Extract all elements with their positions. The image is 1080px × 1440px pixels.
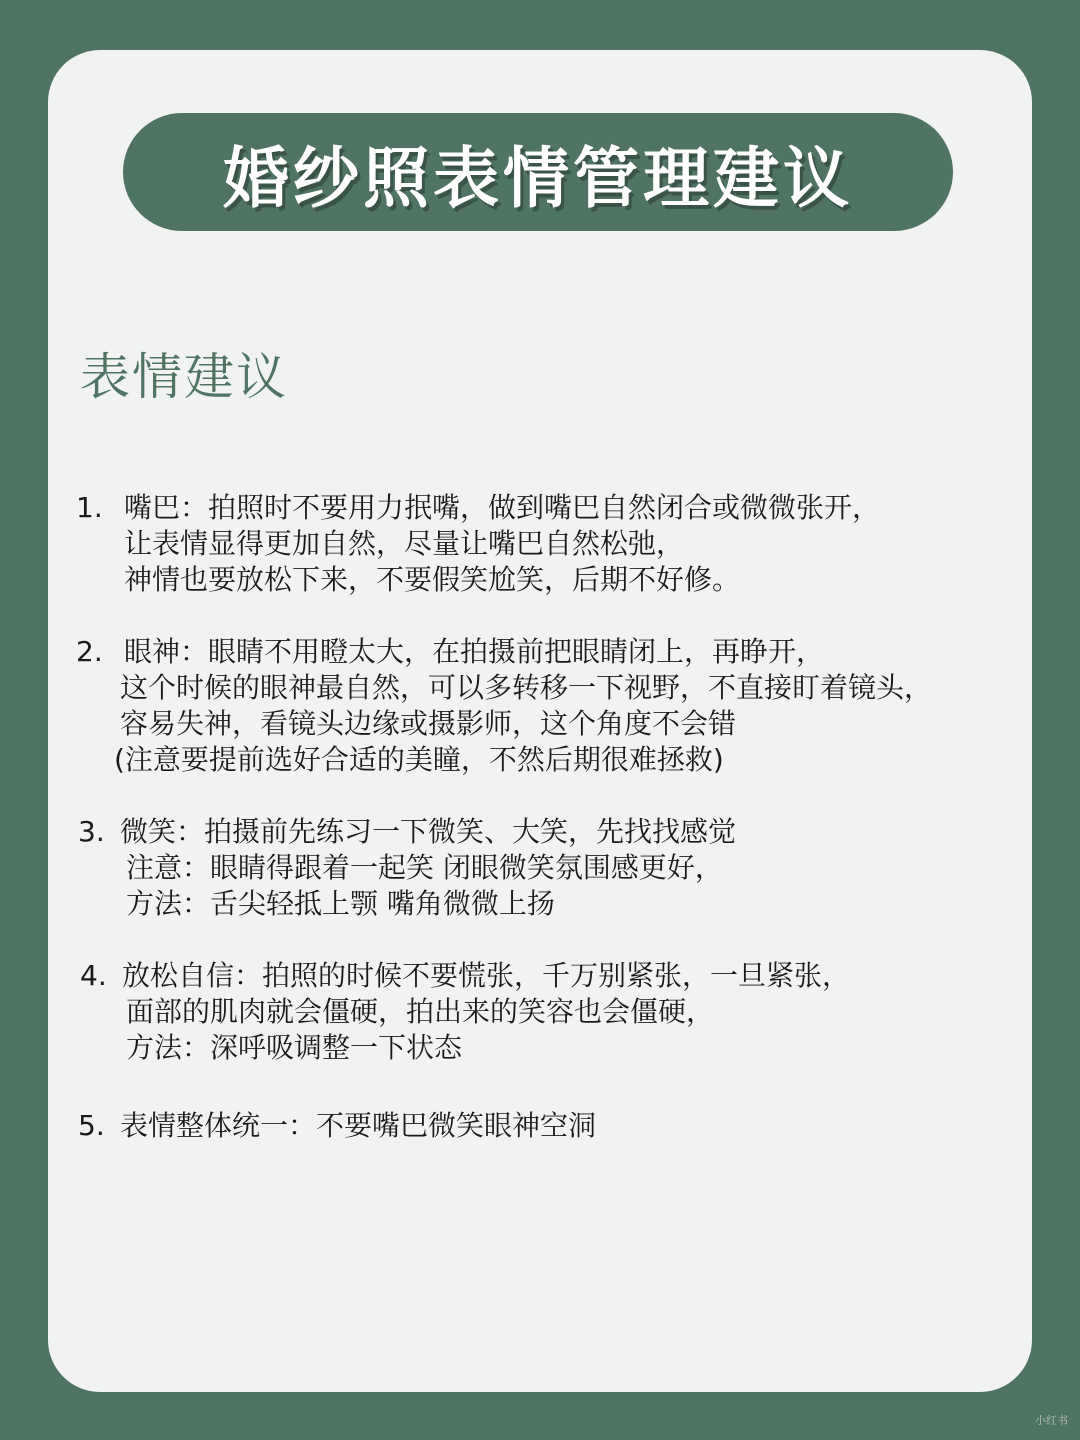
item-number: 3. — [78, 815, 105, 848]
item-line: 微笑：拍摄前先练习一下微笑、大笑，先找找感觉 — [120, 815, 737, 848]
section-heading: 表情建议 — [80, 348, 288, 406]
item-number: 2. — [76, 635, 103, 668]
item-number: 5. — [78, 1109, 105, 1142]
item-line: 这个时候的眼神最自然，可以多转移一下视野，不直接盯着镜头， — [120, 671, 933, 704]
item-number: 4. — [80, 959, 107, 992]
list-item — [78, 1108, 596, 1144]
item-line: 容易失神，看镜头边缘或摄影师，这个角度不会错 — [120, 707, 737, 740]
item-line: 方法：深呼吸调整一下状态 — [126, 1031, 463, 1064]
item-line: 神情也要放松下来，不要假笑尬笑，后期不好修。 — [124, 563, 741, 596]
title-banner — [123, 113, 953, 231]
item-line: 方法：舌尖轻抵上颚 嘴角微微上扬 — [126, 887, 555, 920]
item-line: 嘴巴：拍照时不要用力抿嘴，做到嘴巴自然闭合或微微张开， — [124, 491, 881, 524]
item-number: 1. — [76, 491, 103, 524]
list-item — [76, 490, 880, 598]
item-line: 放松自信：拍照的时候不要慌张，千万别紧张，一旦紧张， — [122, 959, 851, 992]
list-item — [76, 634, 932, 778]
page-title: 婚纱照表情管理建议 — [223, 138, 853, 217]
list-item — [80, 958, 850, 1066]
content-card — [48, 50, 1032, 1392]
list-item — [78, 814, 736, 922]
item-line: 注意：眼睛得跟着一起笑 闭眼微笑氛围感更好， — [126, 851, 723, 884]
item-line: (注意要提前选好合适的美瞳，不然后期很难拯救) — [114, 743, 724, 776]
item-line: 眼神：眼睛不用瞪太大，在拍摄前把眼睛闭上，再睁开， — [124, 635, 825, 668]
item-line: 表情整体统一：不要嘴巴微笑眼神空洞 — [120, 1109, 597, 1142]
item-line: 让表情显得更加自然，尽量让嘴巴自然松弛， — [124, 527, 685, 560]
item-line: 面部的肌肉就会僵硬，拍出来的笑容也会僵硬， — [126, 995, 715, 1028]
watermark: 小红书 — [1035, 1414, 1068, 1427]
